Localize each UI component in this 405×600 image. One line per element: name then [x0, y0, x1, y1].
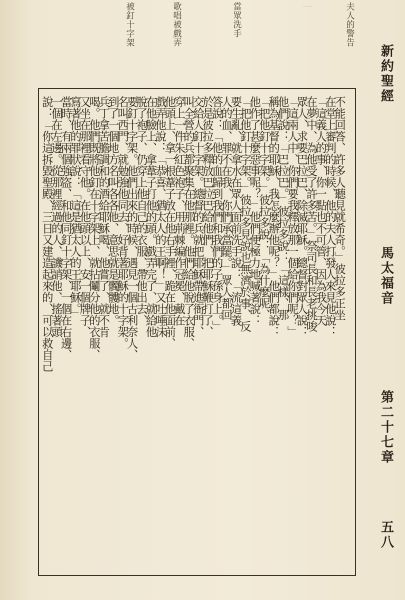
text-column: 要生亂、就拿水在眾人面前洗手說：「流這義 — [229, 96, 243, 326]
text-column: 眾人、求要巴拉巴、除滅耶穌。總督對眾人說： — [295, 96, 309, 338]
text-column: 當時、有兩個強盜、和他同釘十字架、一個在右邊、 — [59, 96, 73, 361]
text-column: 一個在左邊。從那裡經過的人、譏誚他、搖著頭 — [50, 96, 64, 338]
text-column: 脫了袍子、仍穿上他自己的衣服、帶他出去、 — [135, 96, 149, 326]
page-number: 五八 — [378, 520, 393, 550]
text-column: 名叫西門、就勉強他同去、好背著耶穌的十字架。 — [116, 96, 130, 349]
text-column: 要釘十字架。他們出來的時候、遇見一個古利奈人、 — [125, 96, 139, 361]
note-crucified: 被釘十字架 — [124, 2, 135, 47]
text-column: 說：「你這拆毀聖殿、三日又建造起來的、可以救自己 — [40, 96, 54, 372]
text-column: 又坐在那裡看守他。在他頭以上、安一個牌子、 — [78, 96, 92, 338]
text-column: 他頭上、拿一根葦子放在他右手裡、跪在他面前、 — [163, 96, 177, 349]
text-column: 於是彼拉多釋放巴拉巴給他們、把耶穌鞭打了、 — [201, 96, 215, 338]
text-column: 「這兩人中、你們要我釋放那一個給你們呢？」 — [286, 96, 300, 338]
text-column: 不能回答、許多人聽見就希奇。」彼拉多正坐 — [333, 96, 347, 321]
text-column: 他作了甚麼惡事呢？」他們便極力地喊著說： — [248, 96, 262, 326]
text-column: 寫著他的罪狀說：「這是猶太人的王耶穌。」 — [69, 96, 83, 321]
text-column: 在他臉上、拿葦子打他的頭。戲弄完了、就給他 — [144, 96, 158, 338]
note-wife-warning: 夫人的警告 — [344, 2, 355, 47]
text-column: 到了一個地方名叫各各他、意思就是髑髏地。 — [106, 96, 120, 326]
text-column: 稱為基督的耶穌、我怎麼辦他呢？」他們都說： — [267, 96, 281, 338]
bleed-through-text: ｜ — [301, 2, 311, 11]
book-title: 新約聖經 — [378, 44, 393, 104]
text-column: 在夢中、為他受了許多苦。」祭司長和長老挑唆 — [304, 96, 318, 332]
note-washing-hands: 當眾洗手 — [231, 2, 242, 38]
text-column: 「把他釘十字架。」彼拉多說：「為什麼呢、 — [257, 96, 271, 321]
text-column: 答說：「他的血歸到我們和我們的子孫身上。」 — [210, 96, 224, 332]
note-mocked: 歌唱被戲弄 — [171, 2, 182, 47]
text-column: 兵丁拿苦膽調和的酒給耶穌喝、他嘗了、就不肯 — [97, 96, 111, 338]
text-column: 「把他釘十字架。」彼拉多見說也無濟於事、反 — [238, 96, 252, 332]
text-column: 他們說：「巴拉巴。」彼拉多說：「這樣、那 — [276, 96, 290, 321]
text-column: 「這義人的事、你一點也不可管、因為我今天 — [314, 96, 328, 326]
text-column: 在堂上審判的時候、他的夫人打發人來見他說： — [323, 96, 337, 338]
text-column: 戲弄他說：「恭喜、猶太人的王啊！」又吐唾沫 — [153, 96, 167, 338]
text-column: 人的血、罪不在我、你們承當罷。」眾人都回 — [220, 96, 234, 321]
chapter-label: 第二十七章 — [378, 390, 393, 465]
text-column: 穿上一件朱紅色袍子、用荊棘編作冠冕、戴在 — [172, 96, 186, 326]
section-title: 馬太福音 — [378, 246, 393, 306]
text-column: 交給人釘十字架。總督的兵就把耶穌帶進衙門、 — [191, 96, 205, 338]
text-column: 喝。他們既將他釘在十字架上、就拈鬮分他的衣服、 — [87, 96, 101, 361]
text-column: 叫全營的兵都聚集在他那裡。他們給他脫了衣服、 — [182, 96, 196, 349]
